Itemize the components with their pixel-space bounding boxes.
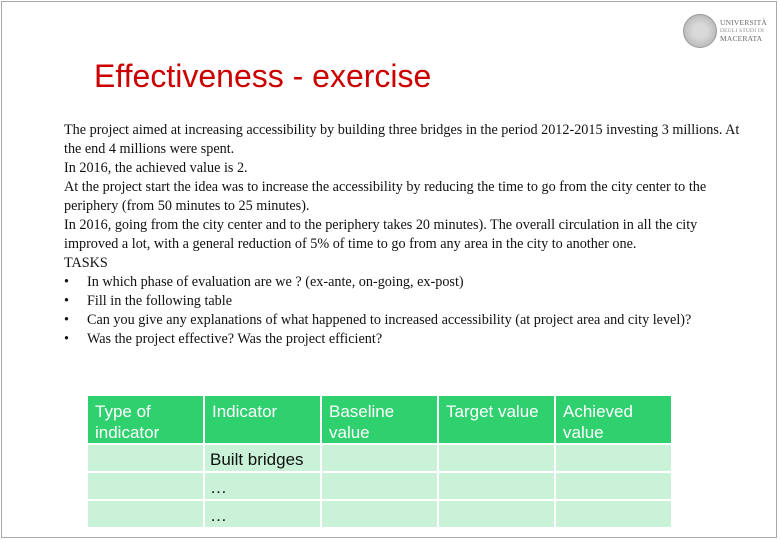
table-cell[interactable] <box>439 445 554 471</box>
logo-line-3: MACERATA <box>720 34 763 43</box>
indicator-table <box>86 394 673 529</box>
task-item <box>64 311 744 330</box>
tasks-heading: TASKS <box>64 255 108 271</box>
university-seal-icon <box>683 14 717 48</box>
task-item <box>64 273 744 292</box>
table-cell[interactable]: Built bridges <box>205 445 320 471</box>
task-text: In which phase of evaluation are we ? (ex-ante, on-going, ex-post) <box>87 274 464 290</box>
table-cell[interactable] <box>88 445 203 471</box>
paragraph-start: At the project start the idea was to increase the accessibility by reducing the time to go from the city center to the periphery (from 50 minutes to 25 minutes). <box>64 179 707 214</box>
table-cell[interactable] <box>88 473 203 499</box>
table-cell[interactable]: … <box>205 501 320 527</box>
table-cell[interactable] <box>322 501 437 527</box>
table-header-row <box>88 396 671 443</box>
task-text: Fill in the following table <box>87 293 233 309</box>
tasks-list <box>64 273 744 349</box>
table-cell[interactable] <box>439 473 554 499</box>
table-row <box>88 473 671 499</box>
slide-body <box>64 121 744 349</box>
paragraph-project: The project aimed at increasing accessibility by building three bridges in the period 2012-2015 investing 3 millions. At the end 4 millions were spent. <box>64 122 740 157</box>
header-indicator: Indicator <box>205 396 320 443</box>
table-row <box>88 501 671 527</box>
table-cell[interactable]: … <box>205 473 320 499</box>
logo-text <box>720 19 767 43</box>
bullet-icon: • <box>64 331 69 347</box>
logo-line-1: UNIVERSITÀ <box>720 18 767 27</box>
university-logo <box>683 12 769 50</box>
table-cell[interactable] <box>322 445 437 471</box>
task-item <box>64 330 744 349</box>
task-item <box>64 292 744 311</box>
header-achieved-value: Achieved value <box>556 396 671 443</box>
paragraph-achieved: In 2016, the achieved value is 2. <box>64 160 248 176</box>
slide-title: Effectiveness - exercise <box>94 58 432 94</box>
task-text: Was the project effective? Was the project efficient? <box>87 331 383 347</box>
header-type-of-indicator: Type of indicator <box>88 396 203 443</box>
table-cell[interactable] <box>439 501 554 527</box>
logo-line-2: DEGLI STUDI DI <box>720 28 765 34</box>
table-cell[interactable] <box>322 473 437 499</box>
table-cell[interactable] <box>88 501 203 527</box>
task-text: Can you give any explanations of what happened to increased accessibility (at project area and city level)? <box>87 312 692 328</box>
table-cell[interactable] <box>556 473 671 499</box>
bullet-icon: • <box>64 274 69 290</box>
table-cell[interactable] <box>556 445 671 471</box>
paragraph-2016: In 2016, going from the city center and to the periphery takes 20 minutes). The overall circulation in all the city improved a lot, with a general reduction of 5% of time to go from any area in the city to another one. <box>64 217 698 252</box>
header-baseline-value: Baseline value <box>322 396 437 443</box>
table-row <box>88 445 671 471</box>
header-target-value: Target value <box>439 396 554 443</box>
bullet-icon: • <box>64 293 69 309</box>
bullet-icon: • <box>64 312 69 328</box>
table-cell[interactable] <box>556 501 671 527</box>
